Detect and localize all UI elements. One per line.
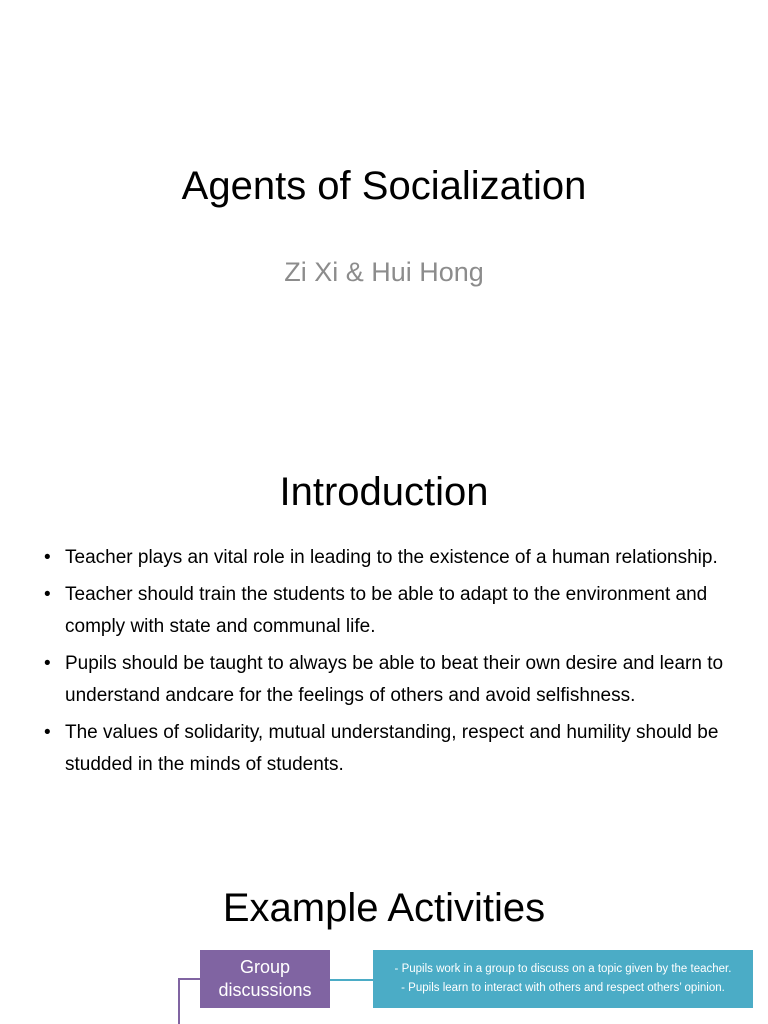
connector-line: [330, 979, 373, 981]
bullet-text: Teacher should train the students to be able to adapt to the environment and comply with state and communal life.: [65, 583, 708, 637]
group-box-line: discussions: [218, 980, 312, 1000]
group-discussions-box: [200, 950, 330, 1008]
bullet-item: [44, 579, 724, 644]
presentation-subtitle: Zi Xi & Hui Hong: [284, 257, 484, 287]
title-slide: [0, 0, 768, 400]
presentation-title: Agents of Socialization: [181, 164, 587, 208]
introduction-title: Introduction: [279, 470, 489, 514]
connector-line: [178, 978, 180, 1024]
group-box-line: Group: [239, 957, 291, 977]
bullet-icon: •: [44, 652, 51, 674]
bullet-text: Pupils should be taught to always be able to beat their own desire and learn to understand andcare for the feelings of others and avoid selfishness.: [65, 652, 724, 706]
activity-description-box: [373, 950, 753, 1008]
bullet-icon: •: [44, 583, 51, 605]
bullet-text: Teacher plays an vital role in leading to the existence of a human relationship.: [65, 547, 718, 568]
introduction-bullet-list: [44, 542, 724, 786]
example-activities-title: Example Activities: [222, 886, 546, 930]
description-line: - Pupils work in a group to discuss on a topic given by the teacher.: [394, 963, 732, 975]
connector-line: [178, 978, 200, 980]
bullet-item: [44, 648, 724, 713]
example-activities-slide: [0, 860, 768, 1024]
introduction-slide: [0, 400, 768, 860]
bullet-item: [44, 717, 724, 782]
bullet-icon: •: [44, 547, 51, 568]
bullet-item: [44, 542, 724, 575]
description-line: - Pupils learn to interact with others and respect others’ opinion.: [401, 982, 725, 994]
bullet-icon: •: [44, 721, 51, 743]
bullet-text: The values of solidarity, mutual understanding, respect and humility should be studded in the minds of students.: [65, 721, 719, 775]
